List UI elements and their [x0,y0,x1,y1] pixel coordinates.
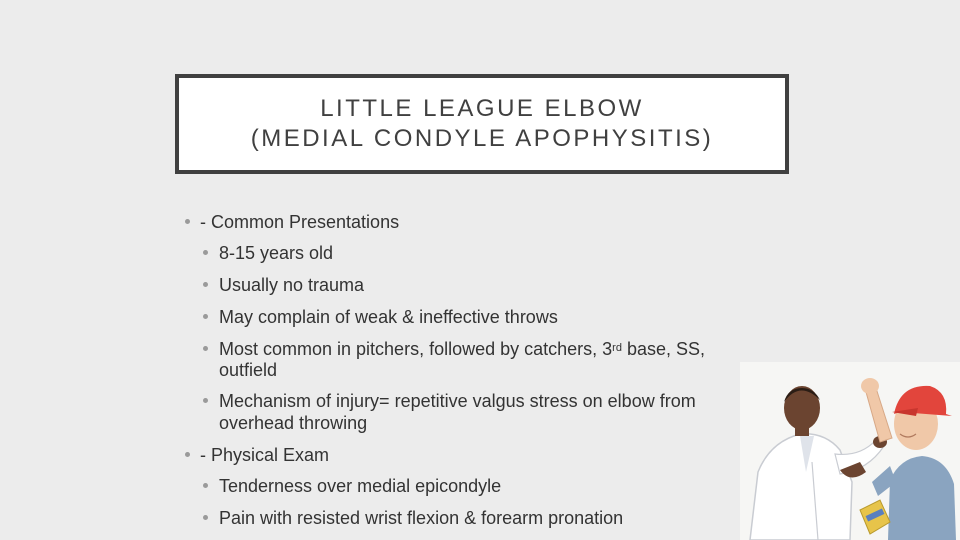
bullet-dot [203,483,208,488]
bullet-pitchers-line-2: outfield [219,360,278,380]
bullet-dot [203,398,208,403]
bullet-pitchers-text: Most common in pitchers, followed by catchers, 3 [219,339,613,359]
bullet-complaint: May complain of weak & ineffective throws [219,307,558,327]
bullet-age: 8-15 years old [219,243,334,263]
doctor-examining-child-illustration [740,362,960,540]
bullet-pitchers-text-end: base, SS, [621,339,706,359]
bullet-pitchers [219,338,705,361]
bullet-pain: Pain with resisted wrist flexion & forearm pronation [219,508,624,528]
bullet-dot [203,346,208,351]
ordinal-superscript: rd [612,342,622,354]
illustration-svg [740,362,960,540]
slide-title-line-1: LITTLE LEAGUE ELBOW [320,95,644,122]
bullet-dot [185,452,190,457]
bullet-mechanism-line-1: Mechanism of injury= repetitive valgus stress on elbow from [219,391,696,411]
slide-title-line-2: (MEDIAL CONDYLE APOPHYSITIS) [250,125,714,152]
bullet-mechanism-line-2: overhead throwing [219,413,368,433]
bullet-dot [203,515,208,520]
bullet-common-presentations: - Common Presentations [200,212,400,232]
bullet-dot [203,314,208,319]
bullet-trauma: Usually no trauma [219,275,365,295]
bullet-dot [203,250,208,255]
bullet-dot [185,219,190,224]
bullet-tenderness: Tenderness over medial epicondyle [219,476,502,496]
bullet-dot [203,282,208,287]
bullet-physical-exam: - Physical Exam [200,445,330,465]
